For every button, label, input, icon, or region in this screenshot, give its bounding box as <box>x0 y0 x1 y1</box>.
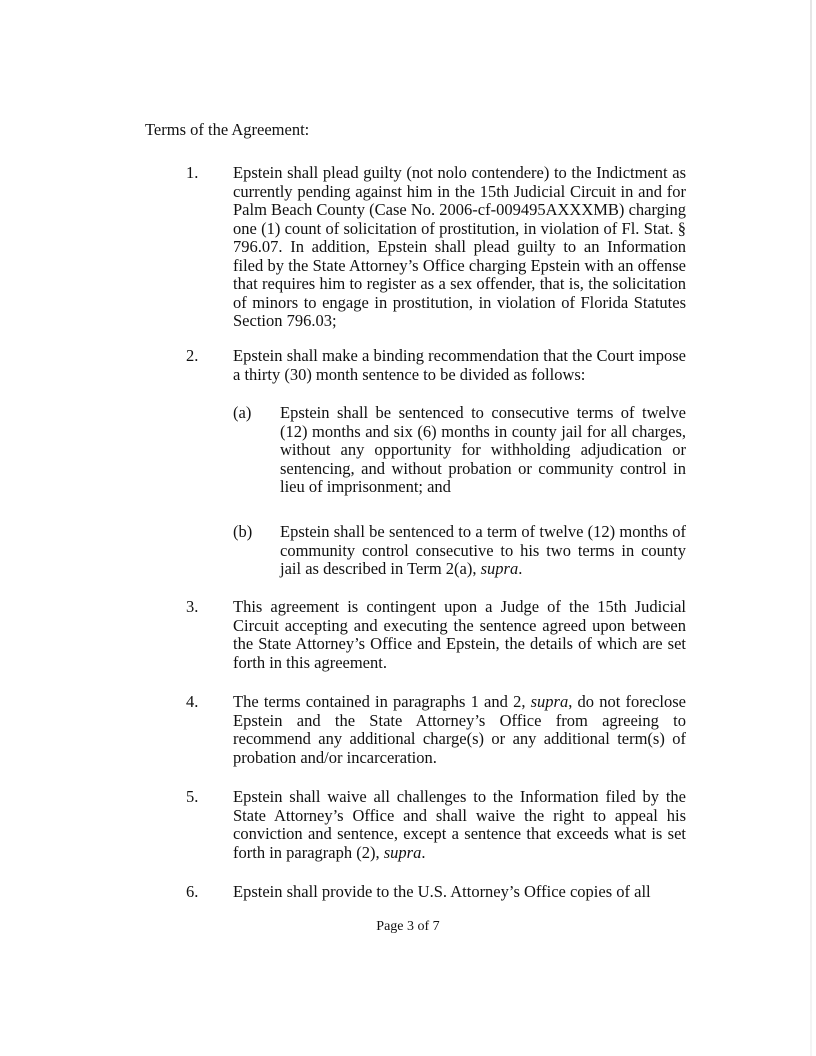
term-item-2 <box>186 347 686 384</box>
subitem-label: (b) <box>233 522 253 541</box>
supra-italic: supra <box>530 692 569 711</box>
term-text: Epstein shall provide to the U.S. Attorney’s Office copies of all <box>233 882 651 901</box>
term-number: 6. <box>186 882 199 901</box>
term-text: Epstein shall plead guilty (not nolo contendere) to the Indictment as currently pending against him in the 15th Judicial Circuit in and for Palm Beach County (Case No. 2006-cf-009495AXXXMB) charging one (1) count of solicitation of prostitution, in violation of Fl. Stat. § 796.07. In addition, Epstein shall plead guilty to an Information filed by the State Attorney’s Office charging Epstein with an offense that requires him to register as a sex offender, that is, the solicitation of minors to engage in prostitution, in violation of Florida Statutes Section 796.03; <box>233 163 686 330</box>
term-number: 3. <box>186 597 199 616</box>
subitem-text: Epstein shall be sentenced to consecutive terms of twelve (12) months and six (6) months in county jail for all charges, without any opportunity for withholding adjudication or sentencing, and without probation or community control in lieu of imprisonment; and <box>280 403 686 496</box>
term-item-1 <box>186 164 686 331</box>
term-text: The terms contained in paragraphs 1 and 2, supra, do not foreclose Epstein and the State Attorney’s Office from agreeing to recommend any additional charge(s) or any additional term(s) of probation and/or incarceration. <box>233 692 686 767</box>
subitem-label: (a) <box>233 403 252 422</box>
term-number: 1. <box>186 163 199 182</box>
term-subitem-a <box>233 404 686 497</box>
term-item-4 <box>186 693 686 767</box>
term-number: 2. <box>186 346 199 365</box>
term-text: Epstein shall waive all challenges to the Information filed by the State Attorney’s Office and shall waive the right to appeal his conviction and sentence, except a sentence that exceeds what is set forth in paragraph (2), supra. <box>233 787 686 862</box>
section-heading: Terms of the Agreement: <box>145 120 310 139</box>
term-number: 5. <box>186 787 199 806</box>
term-text: This agreement is contingent upon a Judge of the 15th Judicial Circuit accepting and executing the sentence agreed upon between the State Attorney’s Office and Epstein, the details of which are set forth in this agreement. <box>233 597 686 672</box>
term-number: 4. <box>186 692 199 711</box>
scan-edge-shadow <box>810 0 812 1056</box>
term-item-5 <box>186 788 686 862</box>
term-text: Epstein shall make a binding recommendation that the Court impose a thirty (30) month sentence to be divided as follows: <box>233 346 686 384</box>
term-subitem-b <box>233 523 686 579</box>
supra-italic: supra <box>480 559 519 578</box>
term-item-6 <box>186 883 686 902</box>
page-footer: Page 3 of 7 <box>376 919 440 934</box>
term-item-3 <box>186 598 686 672</box>
supra-italic: supra <box>383 842 422 862</box>
subitem-text: Epstein shall be sentenced to a term of twelve (12) months of community control consecutive to his two terms in county jail as described in Term 2(a), supra. <box>280 522 686 578</box>
